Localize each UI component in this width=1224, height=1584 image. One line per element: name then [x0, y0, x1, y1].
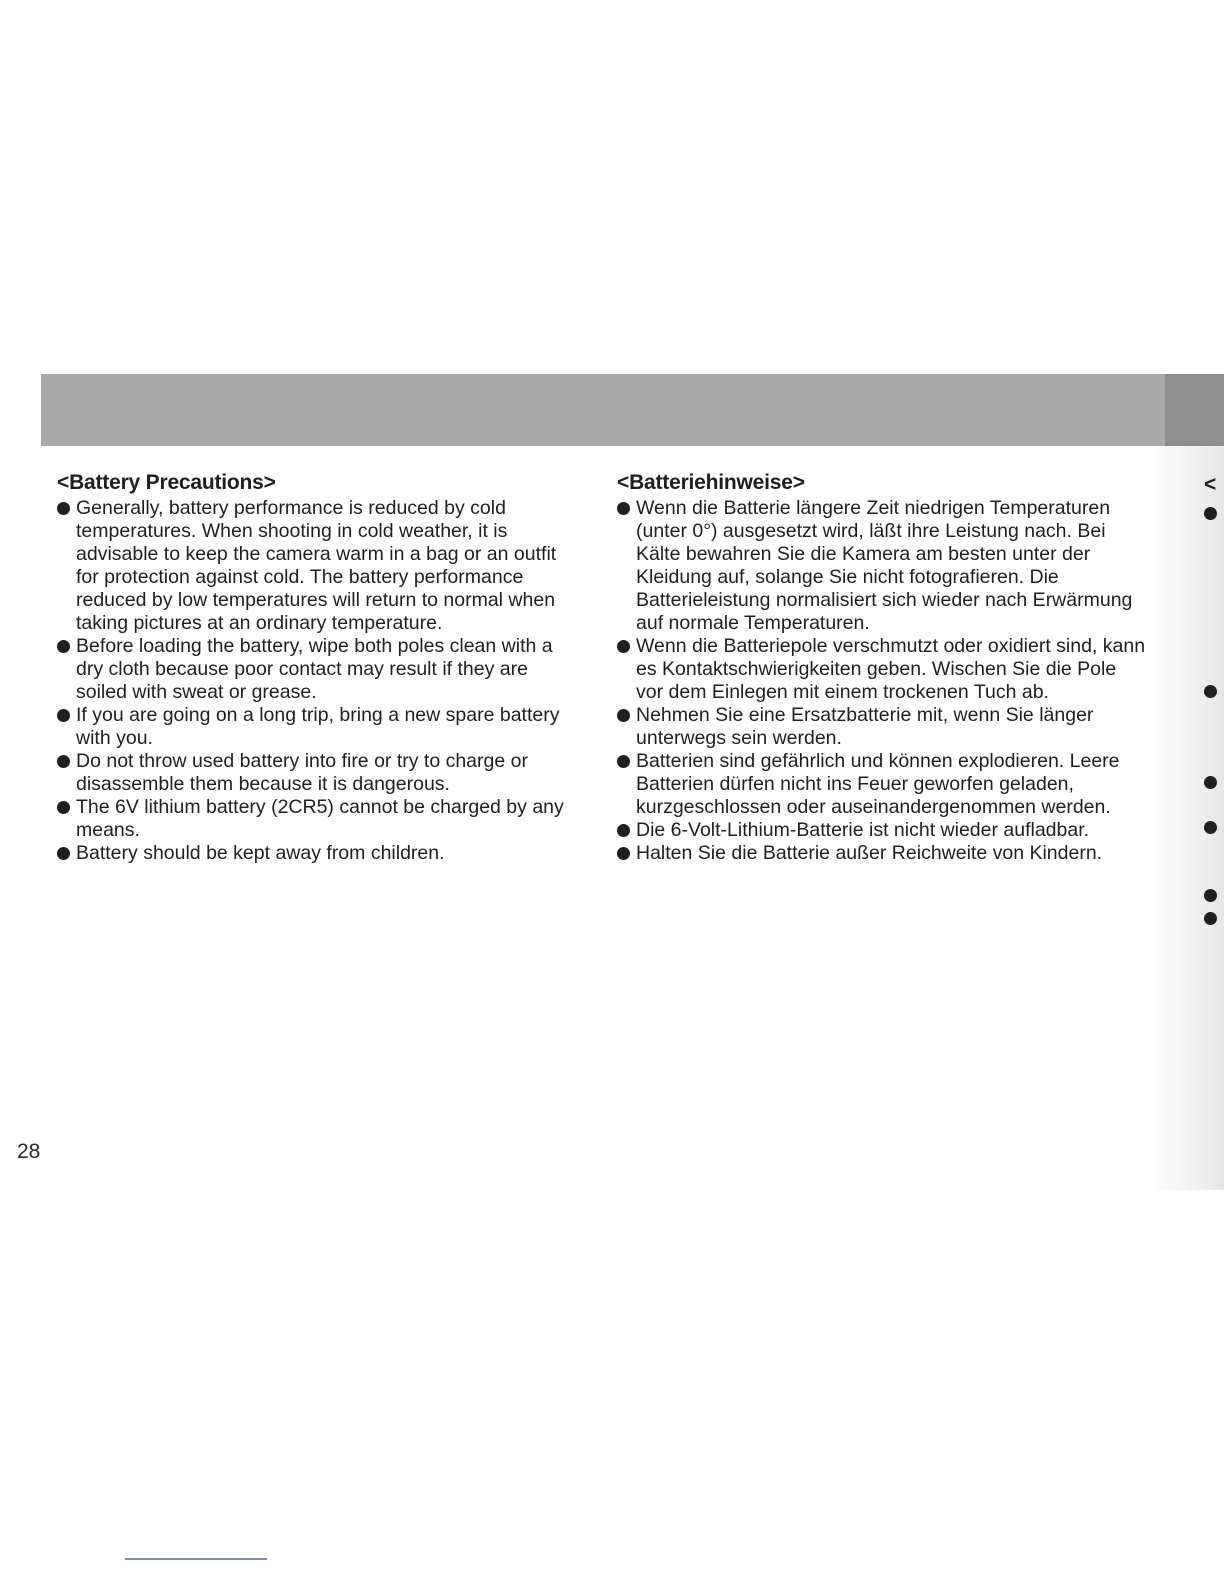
list-item [57, 497, 582, 635]
list-item-text: If you are going on a long trip, bring a new spare battery with you. [76, 704, 560, 749]
english-section [57, 469, 582, 865]
list-item-text: Die 6-Volt-Lithium-Batterie ist nicht wieder aufladbar. [636, 819, 1090, 841]
edge-bullet-icon [1204, 507, 1217, 520]
list-item-text: Battery should be kept away from children. [76, 842, 445, 864]
footer-rule [125, 1558, 267, 1560]
page-number: 28 [17, 1140, 41, 1163]
edge-bullet-icon [1204, 889, 1217, 902]
german-bullet-list [617, 497, 1147, 865]
header-band-next-page [1165, 374, 1224, 446]
english-section-title: <Battery Precautions> [57, 471, 276, 494]
list-item-text: Batterien sind gefährlich und können explodieren. Leere Batterien dürfen nicht ins Feuer geworfen geladen, kurzgeschlossen oder auseinandergenommen werden. [636, 750, 1120, 818]
list-item-text: Halten Sie die Batterie außer Reichweite von Kindern. [636, 842, 1103, 864]
bullet-icon [57, 755, 70, 768]
bullet-icon [617, 502, 630, 515]
list-item [57, 635, 582, 704]
list-item [57, 704, 582, 750]
bullet-icon [57, 640, 70, 653]
list-item-text: Before loading the battery, wipe both poles clean with a dry cloth because poor contact may result if they are soiled with sweat or grease. [76, 635, 553, 703]
list-item-text: Wenn die Batterie längere Zeit niedrigen Temperaturen (unter 0°) ausgesetzt wird, läßt ihre Leistung nach. Bei Kälte bewahren Sie die Kamera am besten unter der Kleidung auf, solange Sie nicht fotografieren. Die Batterieleistung normalisiert sich wieder nach Erwärmung auf normale Temperaturen. [636, 497, 1133, 634]
bullet-icon [617, 709, 630, 722]
list-item-text: Do not throw used battery into fire or try to charge or disassemble them because it is dangerous. [76, 750, 528, 795]
list-item [617, 750, 1147, 819]
bullet-icon [57, 801, 70, 814]
bullet-icon [617, 847, 630, 860]
list-item [617, 704, 1147, 750]
bullet-icon [57, 709, 70, 722]
bullet-icon [617, 824, 630, 837]
list-item [617, 635, 1147, 704]
bullet-icon [57, 847, 70, 860]
list-item-text: Wenn die Batteriepole verschmutzt oder oxidiert sind, kann es Kontaktschwierigkeiten geben. Wischen Sie die Pole vor dem Einlegen mit einem trockenen Tuch ab. [636, 635, 1146, 703]
edge-bullet-icon [1204, 821, 1217, 834]
english-bullet-list [57, 497, 582, 865]
edge-bullet-icon [1204, 776, 1217, 789]
list-item-text: Generally, battery performance is reduced by cold temperatures. When shooting in cold weather, it is advisable to keep the camera warm in a bag or an outfit for protection against cold. The battery performance reduced by low temperatures will return to normal when taking pictures at an ordinary temperature. [76, 497, 557, 634]
list-item [57, 842, 582, 865]
edge-bullet-icon [1204, 912, 1217, 925]
list-item-text: Nehmen Sie eine Ersatzbatterie mit, wenn Sie länger unterwegs sein werden. [636, 704, 1094, 749]
list-item [57, 796, 582, 842]
german-section [617, 469, 1147, 865]
german-section-title: <Batteriehinweise> [617, 471, 805, 494]
list-item-text: The 6V lithium battery (2CR5) cannot be charged by any means. [76, 796, 564, 841]
list-item [617, 497, 1147, 635]
list-item [57, 750, 582, 796]
header-band [41, 374, 1165, 446]
edge-bullet-icon [1204, 685, 1217, 698]
edge-title-fragment: < [1204, 473, 1217, 496]
list-item [617, 842, 1147, 865]
bullet-icon [57, 502, 70, 515]
bullet-icon [617, 640, 630, 653]
next-page-edge-fragments [1204, 469, 1224, 929]
list-item [617, 819, 1147, 842]
bullet-icon [617, 755, 630, 768]
